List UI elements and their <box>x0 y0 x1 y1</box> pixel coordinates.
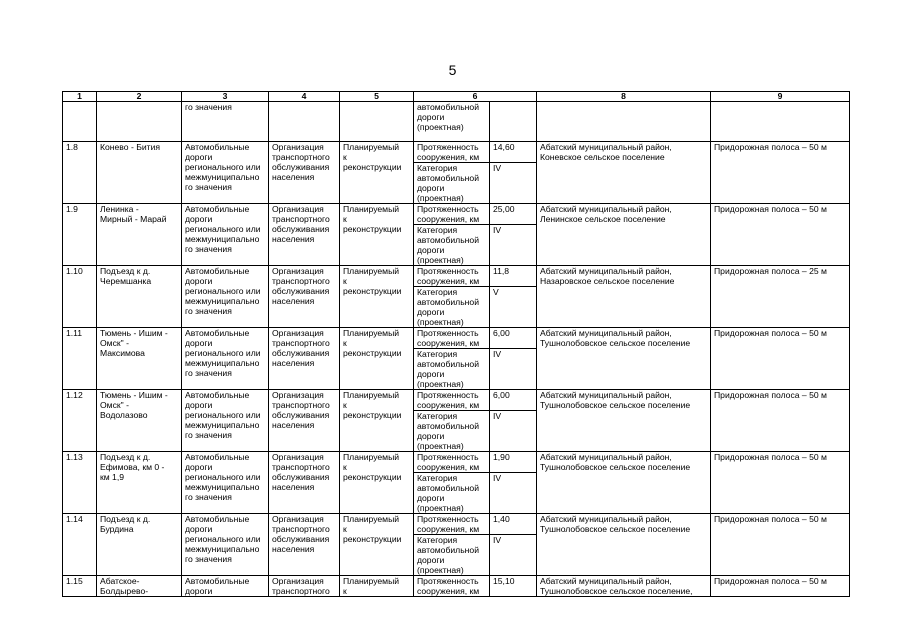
value-length: 6,00 <box>490 328 537 349</box>
road-type: Автомобильные дороги регионального или межмуниципально го значения <box>182 204 269 266</box>
page-number: 5 <box>448 62 457 78</box>
value-category: V <box>490 287 537 328</box>
continuation-type: го значения <box>182 102 269 142</box>
col-header-8: 8 <box>537 92 711 102</box>
road-name: Тюмень - Ишим - Омск" - Максимова <box>97 328 182 390</box>
location: Абатский муниципальный район, Назаровское сельское поселение <box>537 266 711 328</box>
col-header-2: 2 <box>97 92 182 102</box>
location: Абатский муниципальный район, Тушнолобовское сельское поселение <box>537 452 711 514</box>
road-name: Конево - Бития <box>97 142 182 204</box>
location: Абатский муниципальный район, Коневское сельское поселение <box>537 142 711 204</box>
param-length: Протяженность сооружения, км <box>414 266 490 287</box>
location: Абатский муниципальный район, Тушнолобовское сельское поселение <box>537 390 711 452</box>
row-number: 1.12 <box>63 390 97 452</box>
table-row <box>63 576 850 597</box>
road-status: Планируемый к реконструкции <box>340 328 414 390</box>
table-row <box>63 328 850 349</box>
value-category: IV <box>490 225 537 266</box>
road-name: Тюмень - Ишим - Омск" - Водолазово <box>97 390 182 452</box>
road-status: Планируемый к реконструкции <box>340 142 414 204</box>
protection-zone: Придорожная полоса – 50 м <box>711 328 850 390</box>
param-category: Категория автомобильной дороги (проектная) <box>414 535 490 576</box>
road-purpose: Организация транспортного обслуживания населения <box>269 142 340 204</box>
road-status: Планируемый к реконструкции <box>340 204 414 266</box>
road-status: Планируемый к реконструкции <box>340 514 414 576</box>
road-name: Подъезд к д. Бурдина <box>97 514 182 576</box>
table-row <box>63 452 850 473</box>
continuation-row <box>63 102 850 142</box>
value-length: 14,60 <box>490 142 537 163</box>
road-type: Автомобильные дороги <box>182 576 269 597</box>
protection-zone: Придорожная полоса – 50 м <box>711 390 850 452</box>
value-category: IV <box>490 163 537 204</box>
param-category: Категория автомобильной дороги (проектная) <box>414 473 490 514</box>
row-number: 1.8 <box>63 142 97 204</box>
param-category: Категория автомобильной дороги (проектная) <box>414 349 490 390</box>
param-length: Протяженность сооружения, км <box>414 514 490 535</box>
road-name: Абатское- Болдырево- <box>97 576 182 597</box>
road-status: Планируемый к реконструкции <box>340 390 414 452</box>
protection-zone: Придорожная полоса – 50 м <box>711 204 850 266</box>
road-type: Автомобильные дороги регионального или межмуниципально го значения <box>182 266 269 328</box>
value-category: IV <box>490 349 537 390</box>
table-row <box>63 390 850 411</box>
value-length: 25,00 <box>490 204 537 225</box>
param-length: Протяженность сооружения, км <box>414 142 490 163</box>
row-number: 1.9 <box>63 204 97 266</box>
value-category: IV <box>490 535 537 576</box>
row-number: 1.11 <box>63 328 97 390</box>
row-number: 1.15 <box>63 576 97 597</box>
value-length: 6,00 <box>490 390 537 411</box>
param-category: Категория автомобильной дороги (проектная) <box>414 163 490 204</box>
location: Абатский муниципальный район, Ленинское сельское поселение <box>537 204 711 266</box>
param-category: Категория автомобильной дороги (проектная) <box>414 225 490 266</box>
road-status: Планируемый к реконструкции <box>340 266 414 328</box>
road-name: Ленинка - Мирный - Марай <box>97 204 182 266</box>
road-name: Подъезд к д. Ефимова, км 0 - км 1,9 <box>97 452 182 514</box>
param-length: Протяженность сооружения, км <box>414 204 490 225</box>
road-purpose: Организация транспортного обслуживания населения <box>269 328 340 390</box>
location: Абатский муниципальный район, Тушнолобовское сельское поселение <box>537 328 711 390</box>
row-number: 1.10 <box>63 266 97 328</box>
param-length: Протяженность сооружения, км <box>414 452 490 473</box>
value-category: IV <box>490 473 537 514</box>
road-purpose: Организация транспортного <box>269 576 340 597</box>
param-category: Категория автомобильной дороги (проектная) <box>414 411 490 452</box>
col-header-1: 1 <box>63 92 97 102</box>
row-number: 1.13 <box>63 452 97 514</box>
param-length: Протяженность сооружения, км <box>414 390 490 411</box>
table-row <box>63 142 850 163</box>
road-type: Автомобильные дороги регионального или межмуниципально го значения <box>182 142 269 204</box>
road-purpose: Организация транспортного обслуживания населения <box>269 452 340 514</box>
col-header-6: 6 <box>414 92 537 102</box>
col-header-3: 3 <box>182 92 269 102</box>
table-row <box>63 266 850 287</box>
value-length: 1,40 <box>490 514 537 535</box>
value-length: 15,10 <box>490 576 537 597</box>
road-name: Подъезд к д. Черемшанка <box>97 266 182 328</box>
protection-zone: Придорожная полоса – 25 м <box>711 266 850 328</box>
col-header-9: 9 <box>711 92 850 102</box>
road-purpose: Организация транспортного обслуживания населения <box>269 514 340 576</box>
value-length: 1,90 <box>490 452 537 473</box>
protection-zone: Придорожная полоса – 50 м <box>711 142 850 204</box>
road-purpose: Организация транспортного обслуживания населения <box>269 266 340 328</box>
road-type: Автомобильные дороги регионального или межмуниципально го значения <box>182 514 269 576</box>
protection-zone: Придорожная полоса – 50 м <box>711 576 850 597</box>
col-header-5: 5 <box>340 92 414 102</box>
continuation-param: автомобильной дороги (проектная) <box>414 102 490 142</box>
header-row <box>63 92 850 102</box>
road-purpose: Организация транспортного обслуживания населения <box>269 390 340 452</box>
location: Абатский муниципальный район, Тушнолобовское сельское поселение <box>537 514 711 576</box>
col-header-4: 4 <box>269 92 340 102</box>
param-length: Протяженность сооружения, км <box>414 576 490 597</box>
road-status: Планируемый к реконструкции <box>340 452 414 514</box>
data-table <box>62 91 850 597</box>
location: Абатский муниципальный район, Тушнолобовское сельское поселение, <box>537 576 711 597</box>
road-status: Планируемый к <box>340 576 414 597</box>
param-category: Категория автомобильной дороги (проектная) <box>414 287 490 328</box>
protection-zone: Придорожная полоса – 50 м <box>711 514 850 576</box>
protection-zone: Придорожная полоса – 50 м <box>711 452 850 514</box>
road-type: Автомобильные дороги регионального или межмуниципально го значения <box>182 452 269 514</box>
row-number: 1.14 <box>63 514 97 576</box>
param-length: Протяженность сооружения, км <box>414 328 490 349</box>
value-length: 11,8 <box>490 266 537 287</box>
road-purpose: Организация транспортного обслуживания населения <box>269 204 340 266</box>
table-row <box>63 204 850 225</box>
road-type: Автомобильные дороги регионального или межмуниципально го значения <box>182 328 269 390</box>
road-type: Автомобильные дороги регионального или межмуниципально го значения <box>182 390 269 452</box>
value-category: IV <box>490 411 537 452</box>
table-row <box>63 514 850 535</box>
